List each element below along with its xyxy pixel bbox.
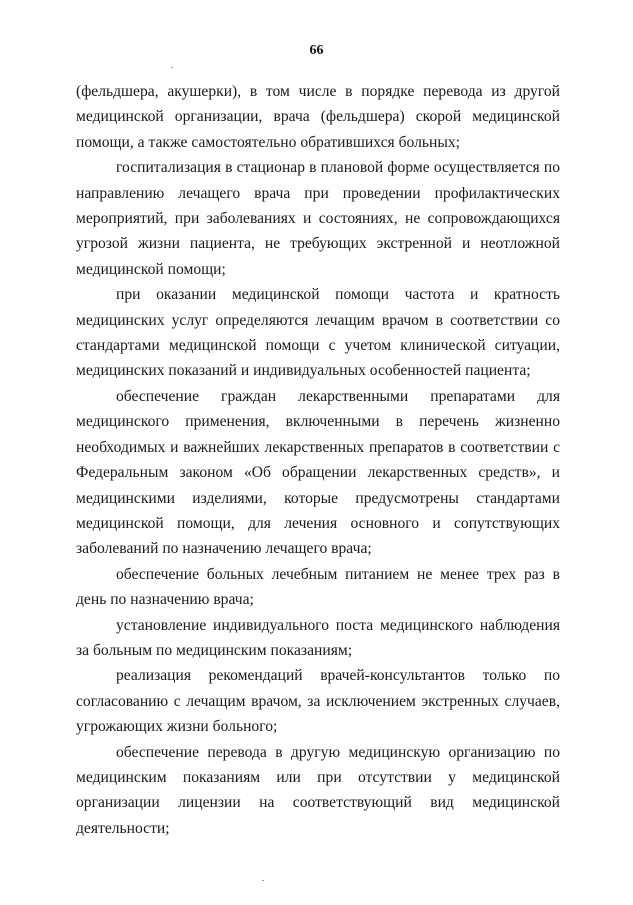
paragraph: реализация рекомендаций врачей-консультантов только по согласованию с лечащим врачом, за исключением экстренных случаев, угрожающих жизни больного; (76, 667, 560, 736)
document-body (76, 79, 560, 841)
scan-artifact (171, 67, 173, 68)
paragraph: обеспечение граждан лекарственными препаратами для медицинского применения, включенными в перечень жизненно необходимых и важнейших лекарственных препаратов в соответствии с Федеральным законом «Об обращении лекарственных средств», и медицинскими изделиями, которые предусмотрены стандартами медицинской помощи, для лечения основного и сопутствующих заболеваний по назначению лечащего врача; (76, 387, 560, 558)
paragraph: при оказании медицинской помощи частота и кратность медицинских услуг определяются лечащим врачом в соответствии со стандартами медицинской помощи с учетом клинической ситуации, медицинских показаний и индивидуальных особенностей пациента; (76, 286, 560, 380)
paragraph: обеспечение перевода в другую медицинскую организацию по медицинским показаниям или при отсутствии у медицинской организации лицензии на соответствующий вид медицинской деятельности; (76, 743, 560, 837)
paragraph: (фельдшера, акушерки), в том числе в порядке перевода из другой медицинской организации, врача (фельдшера) скорой медицинской помощи, а также самостоятельно обратившихся больных; (76, 83, 560, 151)
paragraph: госпитализация в стационар в плановой форме осуществляется по направлению лечащего врача при проведении профилактических мероприятий, при заболеваниях и состояниях, не сопровождающихся угрозой жизни пациента, не требующих экстренной и неотложной медицинской помощи; (76, 159, 560, 278)
scan-artifact (262, 880, 264, 881)
paragraph: обеспечение больных лечебным питанием не менее трех раз в день по назначению врача; (76, 565, 560, 609)
paragraph: установление индивидуального поста медицинского наблюдения за больным по медицинским показаниям; (76, 616, 560, 659)
page-number: 66 (309, 43, 324, 58)
